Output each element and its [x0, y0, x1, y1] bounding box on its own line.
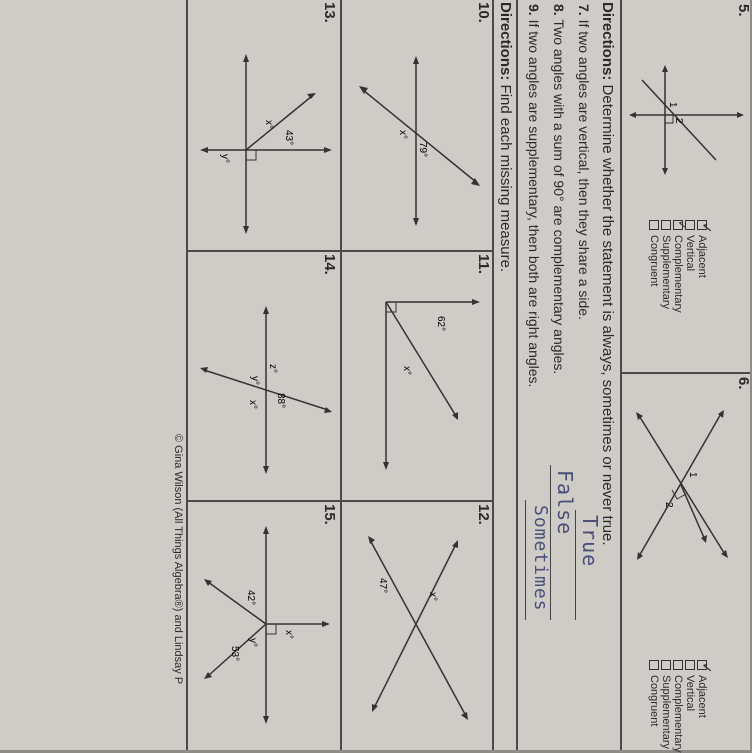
- question-5-diagram: [626, 60, 750, 180]
- q5-option-supplementary[interactable]: Supplementary: [660, 220, 672, 313]
- question-6-options: [648, 660, 708, 753]
- checkbox[interactable]: [661, 660, 671, 670]
- problem-15-label-y: y°: [247, 638, 258, 647]
- checkbox[interactable]: [673, 660, 683, 670]
- problem-10-number: 10.: [475, 2, 492, 23]
- grid-middle-border: [341, 0, 343, 750]
- problem-11-label-62: 62°: [435, 316, 446, 332]
- statement-8-answer: False: [553, 470, 577, 536]
- problem-15-diagram: [194, 520, 336, 730]
- copyright-notice: © Gina Wilson (All Things Algebra®) and Lindsay P: [172, 434, 184, 685]
- problem-11-label-x: x°: [401, 366, 412, 375]
- problem-13-label-y: y°: [219, 154, 230, 163]
- problem-13-label-43: 43°: [283, 130, 294, 146]
- directions-find-missing-measure: Directions: Find each missing measure.: [497, 2, 514, 273]
- problem-13-diagram: [194, 50, 336, 240]
- problem-11-diagram: [346, 280, 488, 480]
- grid-bottom-border: [187, 0, 189, 750]
- question-5-number: 5.: [735, 4, 752, 17]
- checkbox[interactable]: [685, 660, 695, 670]
- problem-11-number: 11.: [475, 254, 492, 275]
- q6-option-vertical[interactable]: Vertical: [684, 660, 696, 753]
- q5-option-vertical[interactable]: Vertical: [684, 220, 696, 313]
- problem-10-label-x: x°: [397, 130, 408, 139]
- problem-15-label-53: 53°: [229, 646, 240, 662]
- directions-2-top-border: [517, 0, 519, 750]
- grid-top-border: [493, 0, 495, 750]
- grid-divider-2: [188, 500, 494, 502]
- problem-13-label-x: x°: [263, 120, 274, 129]
- checkbox[interactable]: [649, 660, 659, 670]
- problem-14-label-y: y°: [249, 376, 260, 385]
- problem-12-number: 12.: [475, 504, 492, 525]
- top-row-divider: [622, 372, 750, 374]
- q6-option-adjacent[interactable]: ✓ Adjacent: [696, 660, 708, 753]
- q5-option-adjacent[interactable]: ✓ Adjacent: [696, 220, 708, 313]
- problem-15-label-42: 42°: [245, 590, 256, 606]
- q6-option-congruent[interactable]: Congruent: [648, 660, 660, 753]
- q5-angle-label-2: 2: [673, 118, 684, 124]
- checkbox[interactable]: [697, 660, 707, 670]
- problem-14-label-x: x°: [247, 400, 258, 409]
- problem-14-number: 14.: [321, 254, 338, 275]
- q6-angle-label-1: 1: [687, 472, 698, 478]
- problem-15-label-x: x°: [283, 630, 294, 639]
- problem-12-label-x: x°: [427, 592, 438, 601]
- statement-9: 9. If two angles are supplementary, then both are right angles.: [526, 4, 542, 388]
- checkbox[interactable]: [661, 220, 671, 230]
- q6-angle-label-2: 2: [663, 502, 674, 508]
- problem-12-diagram: [346, 520, 488, 730]
- problem-14-diagram: [194, 300, 336, 480]
- checkbox[interactable]: [649, 220, 659, 230]
- problem-12-label-47: 47°: [377, 578, 388, 594]
- problem-10-label-79: 79°: [417, 142, 428, 158]
- statement-8: 8. Two angles with a sum of 90° are complementary angles.: [551, 4, 567, 375]
- q5-angle-label-1: 1: [667, 102, 678, 108]
- statement-9-answer-line: [525, 500, 526, 620]
- grid-divider-1: [188, 250, 494, 252]
- statement-9-answer: Sometimes: [530, 505, 551, 612]
- q5-option-complementary[interactable]: ✓ Complementary: [672, 220, 684, 313]
- statement-7-answer: True: [578, 515, 602, 568]
- directions-always-sometimes-never: Directions: Determine whether the statement is always, sometimes or never true.: [599, 2, 616, 546]
- checkbox[interactable]: [697, 220, 707, 230]
- q6-option-supplementary[interactable]: Supplementary: [660, 660, 672, 753]
- problem-14-label-z: z°: [267, 364, 278, 373]
- problem-15-number: 15.: [321, 504, 338, 525]
- statement-7: 7. If two angles are vertical, then they share a side.: [576, 4, 592, 320]
- checkbox[interactable]: [673, 220, 683, 230]
- question-6-number: 6.: [735, 377, 752, 390]
- top-row-bottom-border: [621, 0, 623, 750]
- q5-option-congruent[interactable]: Congruent: [648, 220, 660, 313]
- question-5-options: [648, 220, 708, 313]
- q6-option-complementary[interactable]: Complementary: [672, 660, 684, 753]
- problem-14-label-88: 88°: [275, 393, 286, 409]
- question-6-diagram: [626, 400, 750, 570]
- problem-10-diagram: [346, 50, 488, 230]
- problem-13-number: 13.: [321, 2, 338, 23]
